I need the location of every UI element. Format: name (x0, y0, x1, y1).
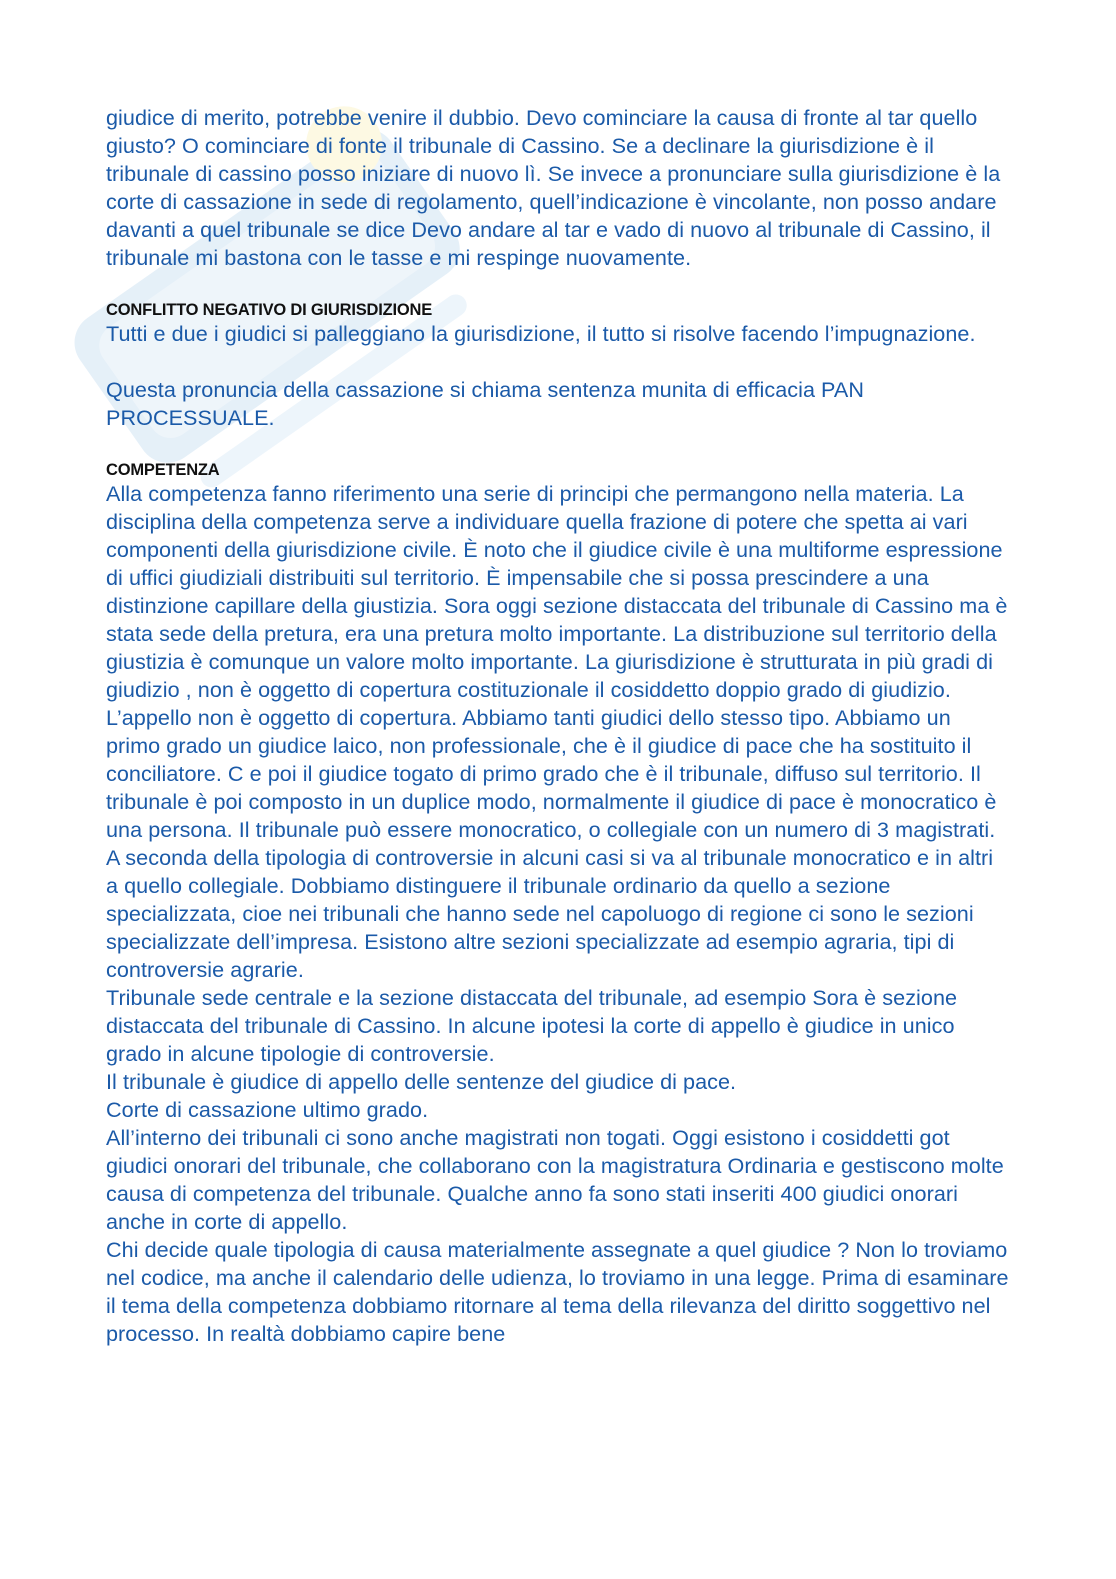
paragraph-pan-processuale: Questa pronuncia della cassazione si chiama sentenza munita di efficacia PAN PROCESSUALE. (106, 377, 864, 430)
paragraph-magistrati-non-togati: All’interno dei tribunali ci sono anche magistrati non togati. Oggi esistono i cosiddetti got giudici onorari del tribunale, che collaborano con la magistratura Ordinaria e gestiscono molte causa di competenza del tribunale. Qualche anno fa sono stati inseriti 400 giudici onorari anche in corte di appello. (106, 1125, 1004, 1234)
document-page (106, 104, 1011, 1348)
spacer (106, 432, 1011, 460)
paragraph-chi-decide: Chi decide quale tipologia di causa materialmente assegnate a quel giudice ? Non lo troviamo nel codice, ma anche il calendario delle udienza, lo troviamo in una legge. Prima di esaminare il tema della competenza dobbiamo ritornare al tema della rilevanza del diritto soggettivo nel processo. In realtà dobbiamo capire bene (106, 1237, 1009, 1346)
paragraph-competenza: Alla competenza fanno riferimento una serie di principi che permangono nella materia. La disciplina della competenza serve a individuare quella frazione di potere che spetta ai vari componenti della giurisdizione civile. È noto che il giudice civile è una multiforme espressione di uffici giudiziali distribuiti sul territorio. È impensabile che si possa prescindere a una distinzione capillare della giustizia. Sora oggi sezione distaccata del tribunale di Cassino ma è stata sede della pretura, era una pretura molto importante. La distribuzione sul territorio della giustizia è comunque un valore molto importante. La giurisdizione è strutturata in più gradi di giudizio , non è oggetto di copertura costituzionale il cosiddetto doppio grado di giudizio. L’appello non è oggetto di copertura. Abbiamo tanti giudici dello stesso tipo. Abbiamo un primo grado un giudice laico, non professionale, che è il giudice di pace che ha sostituito il conciliatore. C e poi il giudice togato di primo grado che è il tribunale, diffuso sul territorio. Il tribunale è poi composto in un duplice modo, normalmente il giudice di pace è monocratico è una persona. Il tribunale può essere monocratico, o collegiale con un numero di 3 magistrati. A seconda della tipologia di controversie in alcuni casi si va al tribunale monocratico e in altri a quello collegiale. Dobbiamo distinguere il tribunale ordinario da quello a sezione specializzata, cioe nei tribunali che hanno sede nel capoluogo di regione ci sono le sezioni specializzate dell’impresa. Esistono altre sezioni specializzate ad esempio agraria, tipi di controversie agrarie. (106, 481, 1008, 982)
heading-competenza: COMPETENZA (106, 461, 220, 479)
spacer (106, 272, 1011, 300)
paragraph-cassazione: Corte di cassazione ultimo grado. (106, 1097, 429, 1122)
paragraph-sede-centrale: Tribunale sede centrale e la sezione distaccata del tribunale, ad esempio Sora è sezione distaccata del tribunale di Cassino. In alcune ipotesi la corte di appello è giudice in unico grado in alcune tipologie di controversie. (106, 985, 958, 1066)
heading-conflitto-negativo: CONFLITTO NEGATIVO DI GIURISDIZIONE (106, 301, 433, 319)
paragraph-giudice-di-appello: Il tribunale è giudice di appello delle sentenze del giudice di pace. (106, 1069, 737, 1094)
spacer (106, 348, 1011, 376)
paragraph-palleggiano: Tutti e due i giudici si palleggiano la giurisdizione, il tutto si risolve facendo l’impugnazione. (106, 321, 976, 346)
paragraph-giudice-di-merito: giudice di merito, potrebbe venire il dubbio. Devo cominciare la causa di fronte al tar quello giusto? O cominciare di fonte il tribunale di Cassino. Se a declinare la giurisdizione è il tribunale di cassino posso iniziare di nuovo lì. Se invece a pronunciare sulla giurisdizione è la corte di cassazione in sede di regolamento, quell’indicazione è vincolante, non posso andare davanti a quel tribunale se dice Devo andare al tar e vado di nuovo al tribunale di Cassino, il tribunale mi bastona con le tasse e mi respinge nuovamente. (106, 105, 1001, 270)
